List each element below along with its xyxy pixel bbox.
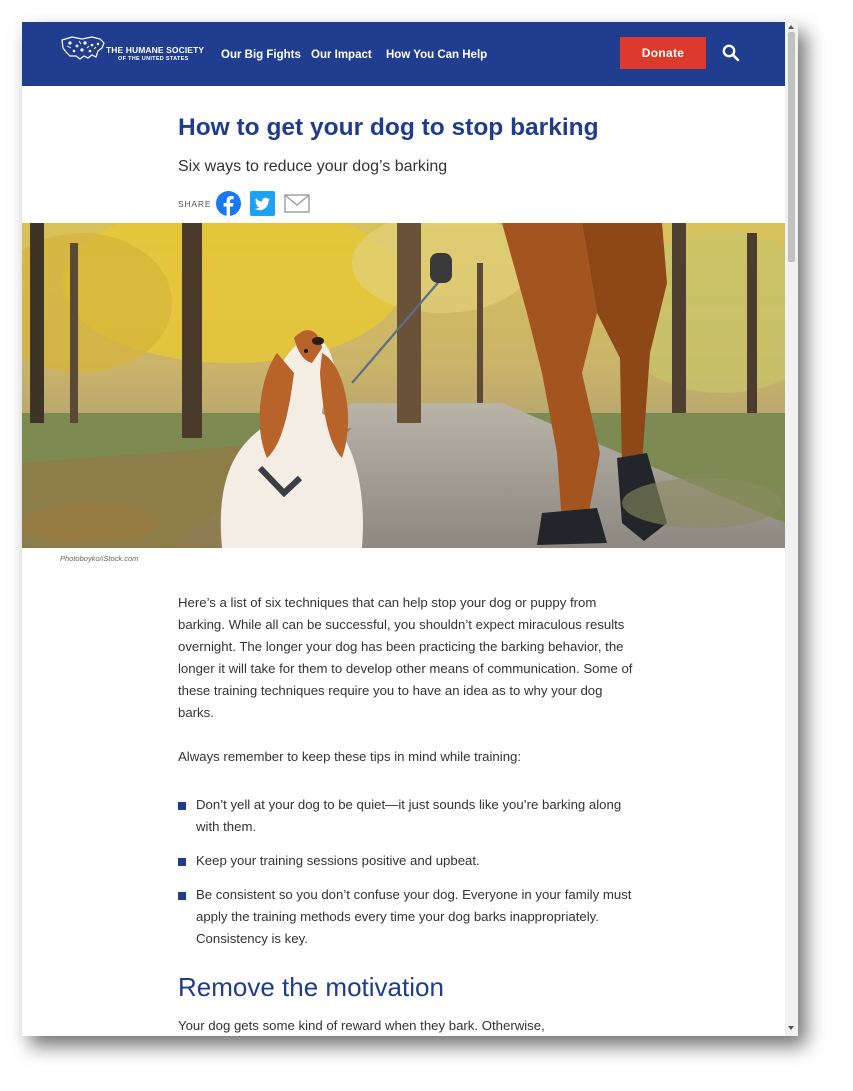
- brand-subname: OF THE UNITED STATES: [118, 56, 189, 62]
- tips-intro: Always remember to keep these tips in mind while training:: [178, 749, 522, 764]
- section-heading: Remove the motivation: [178, 972, 444, 1002]
- mail-icon[interactable]: [284, 194, 310, 213]
- vertical-scrollbar[interactable]: [785, 22, 798, 1036]
- list-item: [178, 884, 648, 950]
- site-header: [22, 22, 785, 86]
- nav-our-impact[interactable]: Our Impact: [311, 49, 372, 61]
- list-item: [178, 850, 648, 872]
- section-paragraph: Your dog gets some kind of reward when they bark. Otherwise,: [178, 1018, 545, 1033]
- twitter-icon[interactable]: [250, 191, 275, 216]
- browser-window: [22, 22, 798, 1036]
- scrollbar-thumb[interactable]: [788, 32, 795, 262]
- article-subtitle: Six ways to reduce your dog’s barking: [178, 158, 448, 175]
- list-item: [178, 794, 648, 838]
- scroll-down-icon[interactable]: [788, 1026, 794, 1030]
- brand-name: THE HUMANE SOCIETY: [106, 45, 205, 55]
- scroll-up-icon[interactable]: [788, 25, 794, 29]
- bullet-square-icon: [178, 892, 186, 900]
- tip-text: Don’t yell at your dog to be quiet—it just sounds like you’re barking along with them.: [196, 797, 622, 834]
- hero-photo: [22, 223, 785, 548]
- tip-text: Be consistent so you don’t confuse your dog. Everyone in your family must apply the training methods every time your dog barks inappropriately. Consistency is key.: [196, 887, 632, 946]
- site-logo[interactable]: [60, 34, 220, 68]
- bullet-square-icon: [178, 802, 186, 810]
- search-icon[interactable]: [722, 44, 740, 62]
- intro-paragraph: Here’s a list of six techniques that can help stop your dog or puppy from barking. While all can be successful, you shouldn’t expect miraculous results overnight. The longer your dog has been practicing the barking behavior, the longer it will take for them to develop other means of communication. Some of these training techniques require you to have an idea as to why your dog barks.: [178, 595, 633, 720]
- tip-text: Keep your training sessions positive and upbeat.: [196, 853, 480, 868]
- bullet-square-icon: [178, 858, 186, 866]
- share-label: SHARE: [178, 199, 212, 209]
- article-title: How to get your dog to stop barking: [178, 114, 599, 141]
- nav-our-big-fights[interactable]: Our Big Fights: [221, 49, 301, 61]
- donate-button[interactable]: Donate: [620, 37, 706, 69]
- tips-list: [178, 794, 648, 962]
- photo-credit: Photoboyko/iStock.com: [60, 554, 139, 563]
- nav-how-you-can-help[interactable]: How You Can Help: [386, 49, 488, 61]
- usa-map-animals-icon: [60, 34, 106, 64]
- facebook-icon[interactable]: [216, 191, 241, 216]
